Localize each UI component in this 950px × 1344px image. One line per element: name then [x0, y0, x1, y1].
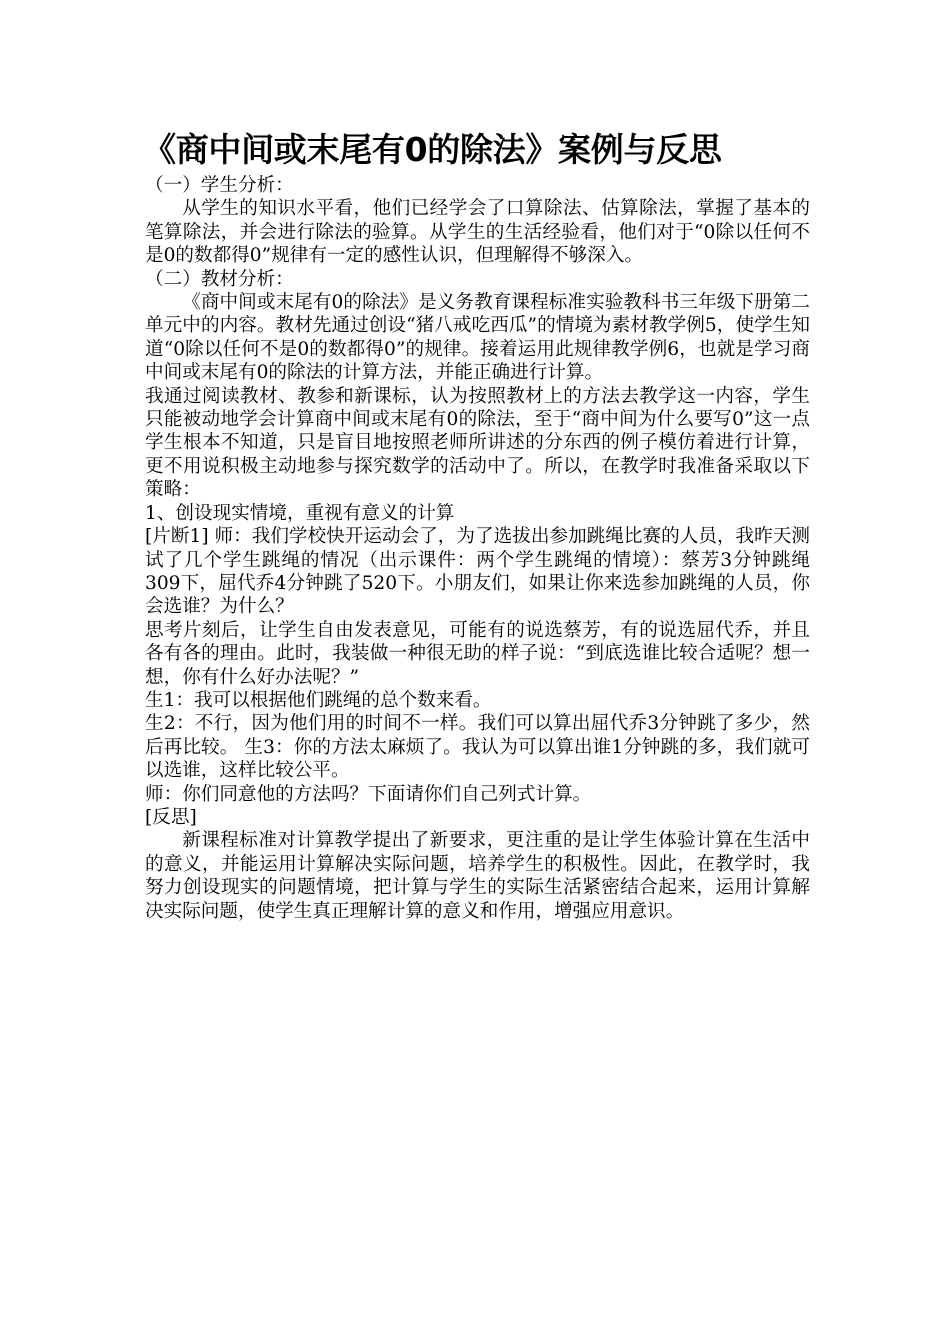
document-page: [145, 128, 810, 923]
document-body: [145, 174, 810, 923]
paragraph-teacher-question: 师：你们同意他的方法吗？下面请你们自己列式计算。: [145, 783, 592, 805]
section-heading-textbook-analysis: （二）教材分析：: [145, 268, 294, 290]
paragraph-student-2-3: 生2：不行，因为他们用的时间不一样。我们可以算出屈代乔3分钟跳了多少，然后再比较。 生3：你的方法太麻烦了。我认为可以算出谁1分钟跳的多，我们就可以选谁，这样比较公平。: [145, 713, 810, 782]
paragraph-reflection: 新课程标准对计算教学提出了新要求，更注重的是让学生体验计算在生活中的意义，并能运用计算解决实际问题，培养学生的积极性。因此，在教学时，我努力创设现实的问题情境，把计算与学生的实际生活紧密结合起来，运用计算解决实际问题，使学生真正理解计算的意义和作用，增强应用意识。: [145, 830, 810, 922]
paragraph-student-1: 生1：我可以根据他们跳绳的总个数来看。: [145, 689, 492, 711]
document-title: 《商中间或末尾有0的除法》案例与反思: [143, 130, 722, 169]
strategy-heading: 1、创设现实情境，重视有意义的计算: [145, 502, 455, 524]
paragraph-teaching-approach: 我通过阅读教材、教参和新课标，认为按照教材上的方法去教学这一内容，学生只能被动地学会计算商中间或末尾有0的除法，至于“商中间为什么要写0”这一点学生根本不知道，只是盲目地按照老师所讲述的分东西的例子模仿着进行计算，更不用说积极主动地参与探究数学的活动中了。所以，在教学时我准备采取以下策略：: [145, 385, 810, 501]
section-heading-student-analysis: （一）学生分析：: [145, 175, 294, 196]
paragraph-segment-1: [片断1] 师：我们学校快开运动会了，为了选拔出参加跳绳比赛的人员，我昨天测试了几个学生跳绳的情况（出示课件：两个学生跳绳的情境）：蔡芳3分钟跳绳309下，屈代乔4分钟跳了520下。小朋友们，如果让你来选参加跳绳的人员，你会选谁？为什么？: [145, 526, 810, 618]
paragraph-textbook-content: 《商中间或末尾有0的除法》是义务教育课程标准实验教科书三年级下册第二单元中的内容。教材先通过创设“猪八戒吃西瓜”的情境为素材教学例5，使学生知道“0除以任何不是0的数都得0”的规律。接着运用此规律教学例6，也就是学习商中间或末尾有0的除法的计算方法，并能正确进行计算。: [145, 292, 810, 384]
paragraph-student-discussion: 思考片刻后，让学生自由发表意见，可能有的说选蔡芳，有的说选屈代乔，并且各有各的理由。此时，我装做一种很无助的样子说：“到底选谁比较合适呢？想一想，你有什么好办法呢？”: [145, 619, 810, 688]
paragraph-student-analysis: 从学生的知识水平看，他们已经学会了口算除法、估算除法，掌握了基本的笔算除法，并会进行除法的验算。从学生的生活经验看，他们对于“0除以任何不是0的数都得0”规律有一定的感性认识，但理解得不够深入。: [145, 198, 810, 267]
reflection-heading: [反思]: [145, 806, 197, 828]
